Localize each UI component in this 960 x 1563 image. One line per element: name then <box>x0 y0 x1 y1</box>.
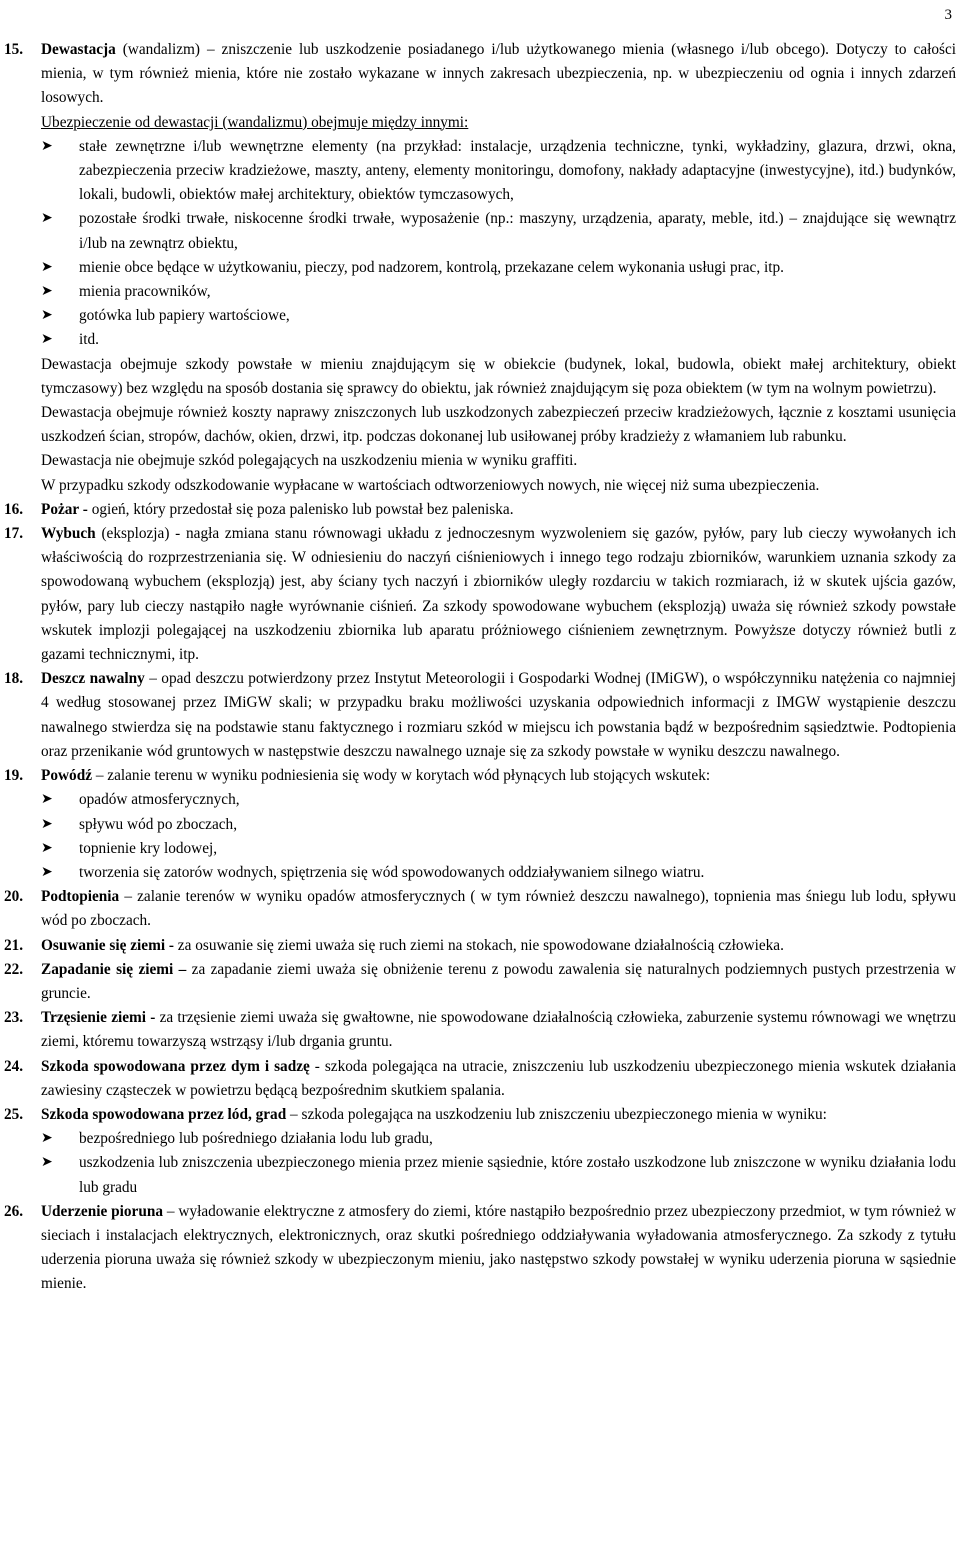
section-term: Pożar - <box>41 500 88 518</box>
section-number: 22. <box>4 960 24 978</box>
section-text: za trzęsienie ziemi uważa się gwałtowne, nie spowodowane działalnością człowieka, zaburzenie systemu równowagi we wnętrzu ziemi, któremu towarzyszą wstrząsy i/lub drgania gruntu. <box>41 1009 956 1051</box>
section-15-scope <box>4 111 956 135</box>
list-item: ➤ gotówka lub papiery wartościowe, <box>41 304 956 328</box>
section-term: Podtopienia <box>41 888 120 906</box>
list-item: ➤ pozostałe środki trwałe, niskocenne środki trwałe, wyposażenie (np.: maszyny, urządzenia, aparaty, meble, itd.) – znajdujące się wewnątrz i/lub na zewnątrz obiektu, <box>41 207 956 255</box>
list-item: ➤ itd. <box>41 328 956 352</box>
section-number: 20. <box>4 888 24 906</box>
section-19-bullet-list <box>4 788 956 885</box>
section-term: Szkoda spowodowana przez lód, grad <box>41 1105 287 1123</box>
scope-heading: Ubezpieczenie od dewastacji (wandalizmu) obejmuje między innymi: <box>41 113 469 131</box>
document-body <box>4 38 956 1297</box>
arrow-bullet-icon: ➤ <box>41 308 53 324</box>
section-15 <box>4 38 956 111</box>
paragraph: Dewastacja obejmuje szkody powstałe w mieniu znajdującym się w obiekcie (budynek, lokal, budowla, obiekt małej architektury, obiekt tymczasowy) bez względu na sposób dostania się sprawcy do obiektu, jak również znajdującym się poza obiektem (w tym na wolnym powietrzu). <box>41 355 956 397</box>
section-16 <box>4 498 956 522</box>
arrow-bullet-icon: ➤ <box>41 840 53 856</box>
section-23 <box>4 1006 956 1054</box>
section-number: 19. <box>4 767 24 785</box>
arrow-bullet-icon: ➤ <box>41 332 53 348</box>
paragraph: W przypadku szkody odszkodowanie wypłacane w wartościach odtworzeniowych nowych, nie więcej niż suma ubezpieczenia. <box>41 476 820 494</box>
section-number: 21. <box>4 936 24 954</box>
section-term: Dewastacja <box>41 41 116 58</box>
section-number: 15. <box>4 41 24 58</box>
section-text: (eksplozja) - nagła zmiana stanu równowagi układu z jednoczesnym wyzwoleniem się gazów, pyłów, pary lub cieczy wywołanych ich właściwością do rozprzestrzeniania się. W odniesieniu do naczyń ciśnieniowych i innego tego rodzaju zbiorników, warunkiem uznania szkody za spowodowaną wybuchem (eksplozją) jest, aby ściany tych naczyń i zbiorników uległy rozdarciu w takich rozmiarach, iż w skutek ujścia gazów, pyłów, pary lub cieczy nastąpiło nagłe wyrównanie ciśnień. Za szkody spowodowane wybuchem (eksplozją) uważa się również szkody powstałe wskutek implozji polegającej na uszkodzeniu zbiornika lub aparatu próżniowego ciśnieniem zewnętrznym. Powyższe dotyczy również butli z gazami technicznymi, itp. <box>41 525 956 664</box>
section-21 <box>4 934 956 958</box>
arrow-bullet-icon: ➤ <box>41 259 53 275</box>
section-term: Osuwanie się ziemi - <box>41 936 174 954</box>
section-term: Uderzenie pioruna <box>41 1202 163 1220</box>
section-number: 18. <box>4 670 24 688</box>
arrow-bullet-icon: ➤ <box>41 1131 53 1147</box>
section-25 <box>4 1103 956 1127</box>
section-term: Wybuch <box>41 525 96 543</box>
list-item: ➤ stałe zewnętrzne i/lub wewnętrzne elementy (na przykład: instalacje, urządzenia techniczne, tynki, wykładziny, glazura, drzwi, okna, zabezpieczenia przeciw kradzieżowe, maszty, anteny, elementy monitoringu, domofony, nakłady adaptacyjne (inwestycyjne), itd.) budynków, lokali, budowli, obiektów małej architektury, obiektów tymczasowych, <box>41 135 956 208</box>
section-19 <box>4 764 956 788</box>
section-text: – zalanie terenów w wyniku opadów atmosferycznych ( w tym również deszczu nawalnego), topnienia mas śniegu lub lodu, spływu wód po zboczach. <box>41 888 956 930</box>
section-term: Trzęsienie ziemi - <box>41 1009 156 1027</box>
list-item: ➤ opadów atmosferycznych, <box>41 788 956 812</box>
list-item: ➤ spływu wód po zboczach, <box>41 813 956 837</box>
section-22 <box>4 958 956 1006</box>
section-text: – szkoda polegająca na uszkodzeniu lub zniszczeniu ubezpieczonego mienia w wyniku: <box>286 1105 827 1123</box>
section-text: – opad deszczu potwierdzony przez Instytut Meteorologii i Gospodarki Wodnej (IMiGW), o współczynniku natężenia co najmniej 4 według stosowanej przez IMiGW skali; w przypadku braku możliwości uzyskania odpowiednich informacji z IMGW wystąpienie deszczu nawalnego stwierdza się na podstawie stanu faktycznego i rozmiaru szkód w miejscu ich powstania bądź w bezpośrednim sąsiedztwie. Podtopienia oraz przenikanie wód gruntowych w następstwie deszczu nawalnego uznaje się za szkody powstałe w wyniku deszczu nawalnego. <box>41 670 956 760</box>
list-item: ➤ tworzenia się zatorów wodnych, spiętrzenia się wód spowodowanych oddziaływaniem silnego wiatru. <box>41 861 956 885</box>
list-item: ➤ bezpośredniego lub pośredniego działania lodu lub gradu, <box>41 1127 956 1151</box>
section-number: 17. <box>4 525 24 543</box>
section-number: 24. <box>4 1057 24 1075</box>
arrow-bullet-icon: ➤ <box>41 792 53 808</box>
section-text: za osuwanie się ziemi uważa się ruch ziemi na stokach, nie spowodowane działalnością człowieka. <box>173 936 784 954</box>
list-item: ➤ topnienie kry lodowej, <box>41 837 956 861</box>
section-text: ogień, który przedostał się poza palenisko lub powstał bez paleniska. <box>87 500 514 518</box>
section-17 <box>4 522 956 667</box>
section-18 <box>4 667 956 764</box>
section-text: – zalanie terenu w wyniku podniesienia się wody w korytach wód płynących lub stojących wskutek: <box>92 767 711 785</box>
section-term: Szkoda spowodowana przez dym i sadzę <box>41 1057 310 1075</box>
arrow-bullet-icon: ➤ <box>41 1155 53 1171</box>
list-item: ➤ mienia pracowników, <box>41 280 956 304</box>
section-text: – wyładowanie elektryczne z atmosfery do ziemi, które nastąpiło bezpośrednio przez ubezpieczony przedmiot, w tym również w sieciach i instalacjach elektrycznych, elektronicznych, oraz skutki pośredniego oddziaływania wyładowania atmosferycznego. Za szkody z tytułu uderzenia pioruna uważa się również szkody w ubezpieczonym mieniu, jako następstwo szkody powstałej w wyniku uderzenia pioruna w sąsiednie mienie. <box>41 1202 956 1293</box>
section-15-bullet-list <box>4 135 956 353</box>
section-24 <box>4 1055 956 1103</box>
arrow-bullet-icon: ➤ <box>41 211 53 227</box>
section-number: 25. <box>4 1105 24 1123</box>
paragraph: Dewastacja nie obejmuje szkód polegających na uszkodzeniu mienia w wyniku graffiti. <box>41 452 578 470</box>
section-text: za zapadanie ziemi uważa się obniżenie terenu z powodu zawalenia się naturalnych podziemnych pustych przestrzenia w gruncie. <box>41 960 957 1002</box>
page-number: 3 <box>944 7 952 23</box>
section-term: Powódź <box>41 767 92 785</box>
section-term: Zapadanie się ziemi – <box>41 960 187 978</box>
section-text: (wandalizm) – zniszczenie lub uszkodzenie posiadanego i/lub użytkowanego mienia (własnego i/lub obcego). Dotyczy to całości mienia, w tym również mienia, które nie zostało wykazane w innych zakresach ubezpieczenia, np. w ubezpieczeniu od ognia i innych zdarzeń losowych. <box>41 41 956 107</box>
section-20 <box>4 885 956 933</box>
section-number: 26. <box>4 1202 24 1220</box>
arrow-bullet-icon: ➤ <box>41 138 53 154</box>
arrow-bullet-icon: ➤ <box>41 284 53 300</box>
paragraph: Dewastacja obejmuje również koszty naprawy zniszczonych lub uszkodzonych zabezpieczeń przeciw kradzieżowych, łącznie z kosztami usunięcia uszkodzeń ścian, stropów, dachów, okien, drzwi, itp. podczas dokonanej lub usiłowanej próby kradzieży z włamaniem lub rabunku. <box>41 404 956 446</box>
section-number: 23. <box>4 1009 24 1027</box>
section-26 <box>4 1200 956 1297</box>
arrow-bullet-icon: ➤ <box>41 816 53 832</box>
section-text: - szkoda polegająca na utracie, zniszczeniu lub uszkodzeniu ubezpieczonego mienia wskutek działania zawiesiny cząsteczek w powietrzu będącą bezpośrednim skutkiem spalania. <box>41 1057 956 1099</box>
section-term: Deszcz nawalny <box>41 670 145 688</box>
arrow-bullet-icon: ➤ <box>41 864 53 880</box>
section-number: 16. <box>4 500 24 518</box>
list-item: ➤ uszkodzenia lub zniszczenia ubezpieczonego mienia przez mienie sąsiednie, które zostało uszkodzone lub zniszczone w wyniku działania lodu lub gradu <box>41 1151 956 1199</box>
list-item: ➤ mienie obce będące w użytkowaniu, pieczy, pod nadzorem, kontrolą, przekazane celem wykonania usługi prac, itp. <box>41 256 956 280</box>
section-25-bullet-list <box>4 1127 956 1200</box>
